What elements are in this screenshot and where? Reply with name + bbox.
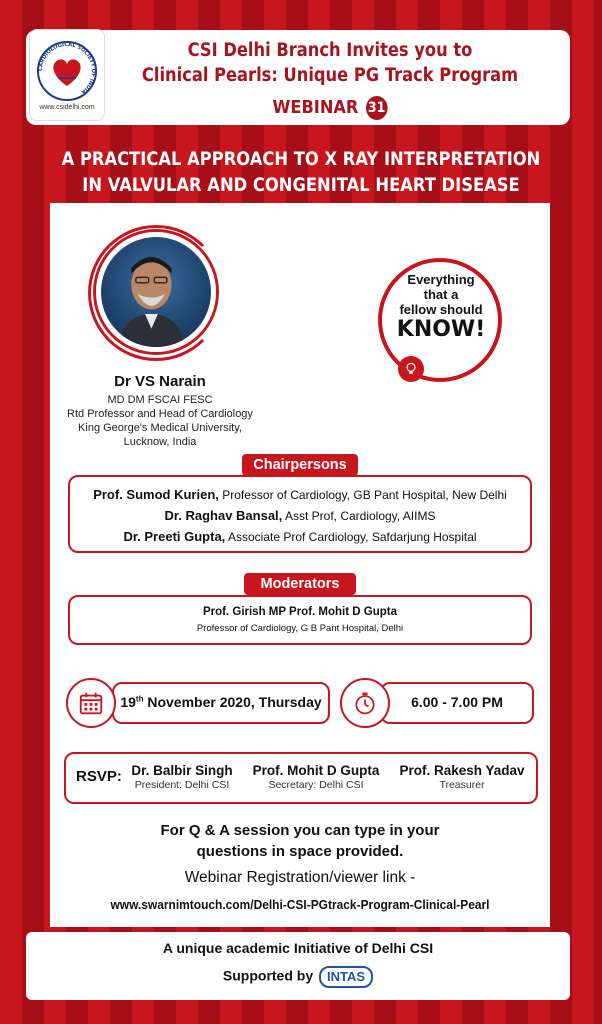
topic-line-1: A PRACTICAL APPROACH TO X RAY INTERPRETATION <box>61 148 541 170</box>
badge-line-4: KNOW! <box>396 317 486 342</box>
badge-line-1: Everything <box>407 272 475 287</box>
rsvp-label: RSVP: <box>76 768 122 785</box>
chairperson-desc: Associate Prof Cardiology, Safdarjung Hospital <box>227 530 477 544</box>
speaker-institution: King George's Medical University, <box>78 422 242 434</box>
speaker-degrees: MD DM FSCAI FESC <box>107 394 213 406</box>
rsvp-person <box>392 763 532 791</box>
know-badge-text <box>394 272 488 368</box>
moderators-box <box>68 595 532 645</box>
supported-by-label: Supported by <box>222 967 314 984</box>
rsvp-person-role: Treasurer <box>439 779 485 791</box>
rsvp-person <box>124 763 240 791</box>
heart-logo-icon <box>36 40 98 102</box>
topic-line-2: IN VALVULAR AND CONGENITAL HEART DISEASE <box>82 174 520 196</box>
chairperson-item <box>68 487 532 502</box>
chairperson-desc: Asst Prof, Cardiology, AIIMS <box>284 509 436 523</box>
speaker-info <box>50 393 270 449</box>
speaker-location: Lucknow, India <box>123 436 197 448</box>
footer-initiative: A unique academic Initiative of Delhi CSI <box>162 940 434 956</box>
badge-line-3: fellow should <box>399 302 483 317</box>
qa-line-2: questions in space provided. <box>196 843 404 860</box>
moderator-role: Professor of Cardiology, G B Pant Hospital, Delhi <box>196 623 404 634</box>
rsvp-person <box>244 763 388 791</box>
badge-line-2: that a <box>423 287 459 302</box>
sponsor-logo: INTAS <box>319 966 373 988</box>
speaker-portrait-icon <box>101 237 211 347</box>
moderator-names: Prof. Girish MP Prof. Mohit D Gupta <box>202 606 397 618</box>
header-invite-line: CSI Delhi Branch Invites you to <box>187 40 473 61</box>
webinar-label: WEBINAR <box>272 97 359 118</box>
rsvp-person-role: President: Delhi CSI <box>134 779 230 791</box>
chairperson-name: Dr. Preeti Gupta, <box>123 529 226 544</box>
event-time: 6.00 - 7.00 PM <box>411 694 503 710</box>
speaker-role: Rtd Professor and Head of Cardiology <box>67 408 253 420</box>
footer-supported <box>26 966 570 988</box>
moderators-title: Moderators <box>244 573 356 595</box>
topic-title <box>42 146 560 198</box>
csi-logo <box>29 29 105 121</box>
webinar-number: 31 <box>366 96 388 120</box>
chairperson-item <box>68 529 532 544</box>
chairperson-name: Prof. Sumod Kurien, <box>93 487 219 502</box>
calendar-icon <box>66 678 116 728</box>
registration-label: Webinar Registration/viewer link - <box>184 869 416 886</box>
qa-line-1: For Q & A session you can type in your <box>160 822 440 839</box>
rsvp-person-name: Prof. Mohit D Gupta <box>252 763 380 778</box>
chairperson-desc: Professor of Cardiology, GB Pant Hospital, New Delhi <box>222 488 507 502</box>
header-program-line: Clinical Pearls: Unique PG Track Program <box>141 65 519 86</box>
logo-ring-text: CARDIOLOGICAL SOCIETY OF INDIA <box>37 41 97 95</box>
registration-link[interactable]: www.swarnimtouch.com/Delhi-CSI-PGtrack-Program-Clinical-Pearl <box>110 897 490 912</box>
date-day: 19 <box>120 694 136 710</box>
date-suffix: th <box>135 694 144 704</box>
chairperson-item <box>68 508 532 523</box>
rsvp-person-role: Secretary: Delhi CSI <box>268 779 364 791</box>
speaker-name: Dr VS Narain <box>114 373 206 390</box>
chairpersons-title: Chairpersons <box>242 454 358 476</box>
event-date <box>112 694 330 710</box>
qa-note <box>50 820 550 862</box>
lightbulb-icon <box>398 356 424 382</box>
rsvp-person-name: Dr. Balbir Singh <box>131 763 233 778</box>
date-rest: November 2020, Thursday <box>143 694 322 710</box>
speaker-photo <box>96 232 216 352</box>
logo-url: www.csidelhi.com <box>39 103 95 111</box>
webinar-title <box>132 96 528 120</box>
chairperson-name: Dr. Raghav Bansal, <box>164 508 283 523</box>
rsvp-person-name: Prof. Rakesh Yadav <box>399 763 525 778</box>
